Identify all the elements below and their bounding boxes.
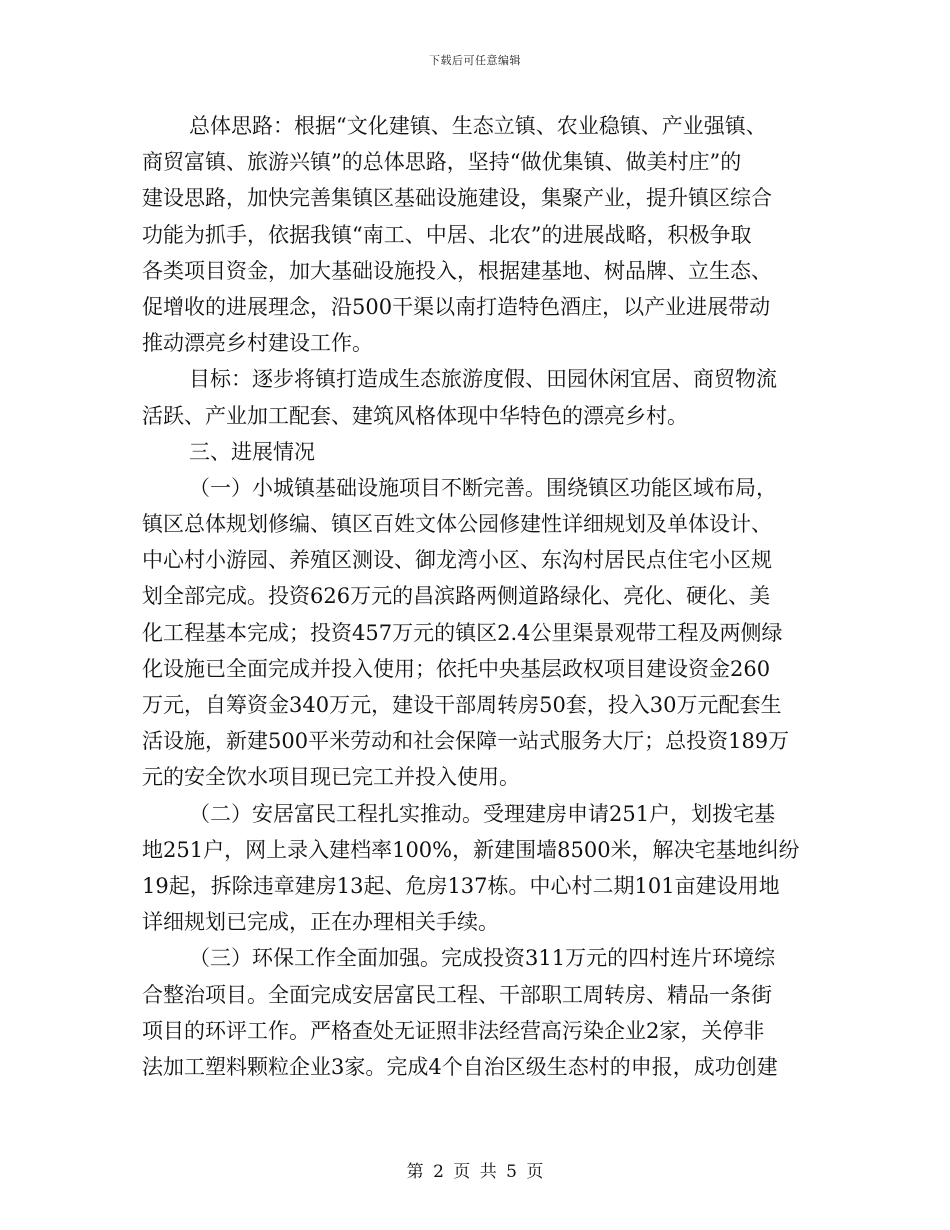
text-line: （一）小城镇基础设施项目不断完善。围绕镇区功能区域布局，	[189, 475, 777, 500]
text-line: 划全部完成。投资626万元的昌滨路两侧道路绿化、亮化、硬化、美	[142, 584, 771, 609]
text-line: 万元，自筹资金340万元，建设干部周转房50套，投入30万元配套生	[142, 693, 782, 717]
paragraph-infrastructure	[142, 470, 812, 796]
document-body	[142, 108, 812, 1085]
text-line: 总体思路：根据“文化建镇、生态立镇、农业稳镇、产业强镇、	[189, 114, 767, 138]
text-line: 商贸富镇、旅游兴镇”的总体思路，坚持“做优集镇、做美村庄”的	[142, 150, 742, 175]
text-line: 合整治项目。全面完成安居富民工程、干部职工周转房、精品一条街	[142, 982, 772, 1007]
text-line: 地251户，网上录入建档率100%，新建围墙8500米，解决宅基地纠纷	[142, 837, 800, 862]
paragraph-environment	[142, 940, 812, 1085]
text-line: 元的安全饮水项目现已完工并投入使用。	[142, 765, 520, 790]
paragraph-housing	[142, 796, 812, 941]
text-line: 项目的环评工作。严格查处无证照非法经营高污染企业2家，关停非	[142, 1018, 765, 1043]
text-line: 镇区总体规划修编、镇区百姓文体公园修建性详细规划及单体设计、	[142, 512, 772, 537]
paragraph-goal	[142, 361, 812, 433]
text-line: 详细规划已完成，正在办理相关手续。	[142, 910, 499, 935]
text-line: 中心村小游园、养殖区测设、御龙湾小区、东沟村居民点住宅小区规	[142, 548, 772, 573]
text-line: 19起，拆除违章建房13起、危房137栋。中心村二期101亩建设用地	[142, 873, 780, 898]
text-line: 功能为抓手，依据我镇“南工、中居、北农”的进展战略，积极争取	[142, 222, 752, 247]
paragraph-overall-approach	[142, 108, 812, 361]
text-line: 活跃、产业加工配套、建筑风格体现中华特色的漂亮乡村。	[142, 403, 688, 428]
text-line: 目标：逐步将镇打造成生态旅游度假、田园休闲宜居、商贸物流	[189, 367, 777, 392]
text-line: 化工程基本完成；投资457万元的镇区2.4公里渠景观带工程及两侧绿	[142, 620, 783, 645]
text-line: 促增收的进展理念，沿500干渠以南打造特色酒庄，以产业进展带动	[142, 294, 771, 319]
text-line: 法加工塑料颗粒企业3家。完成4个自治区级生态村的申报，成功创建	[142, 1054, 778, 1079]
text-line: 推动漂亮乡村建设工作。	[142, 331, 373, 356]
text-line: 活设施，新建500平米劳动和社会保障一站式服务大厅；总投资189万	[142, 729, 790, 754]
section-heading-progress	[142, 434, 812, 470]
page-header-note: 下载后可任意编辑	[429, 54, 521, 67]
text-line: （三）环保工作全面加强。完成投资311万元的四村连片环境综	[189, 946, 776, 971]
text-line: 各类项目资金，加大基础设施投入，根据建基地、树品牌、立生态、	[142, 258, 772, 283]
text-line: 化设施已全面完成并投入使用；依托中央基层政权项目建设资金260	[142, 656, 771, 681]
page-number-footer: 第 2 页 共 5 页	[406, 1162, 544, 1182]
section-heading: 三、进展情况	[189, 439, 315, 464]
text-line: 建设思路，加快完善集镇区基础设施建设，集聚产业，提升镇区综合	[142, 186, 772, 211]
text-line: （二）安居富民工程扎实推动。受理建房申请251户，划拨宅基	[189, 801, 776, 826]
